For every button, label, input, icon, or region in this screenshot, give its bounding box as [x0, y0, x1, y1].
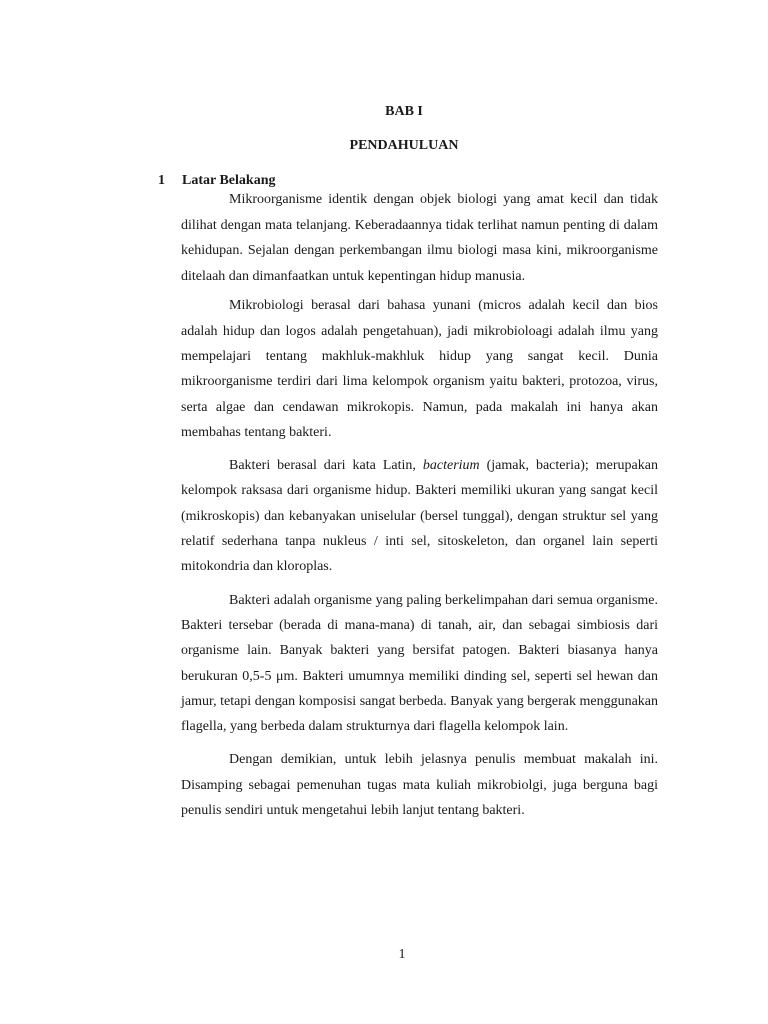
paragraph-text: (jamak, bacteria); merupakan kelompok raksasa dari organisme hidup. Bakteri memiliki ukuran yang sangat kecil (mikroskopis) dan kebanyakan uniselular (bersel tunggal), dengan struktur sel yang relatif sederhana tanpa nukleus / inti sel, sitoskeleton, dan organel lain seperti mitokondria dan kloroplas. — [181, 458, 658, 575]
chapter-number: BAB I — [385, 104, 423, 119]
italic-term: bacterium — [422, 458, 480, 474]
paragraph-text: Bakteri berasal dari kata Latin, — [229, 458, 423, 474]
paragraph — [181, 453, 658, 579]
paragraph: Mikroorganisme identik dengan objek biologi yang amat kecil dan tidak dilihat dengan mata telanjang. Keberadaannya tidak terlihat namun penting di dalam kehidupan. Sejalan dengan perkembangan ilmu biologi masa kini, mikroorganisme ditelaah dan dimanfaatkan untuk kepentingan hidup manusia. — [181, 192, 658, 284]
paragraph: Dengan demikian, untuk lebih jelasnya penulis membuat makalah ini. Disamping sebagai pemenuhan tugas mata kuliah mikrobiolgi, juga berguna bagi penulis sendiri untuk mengetahui lebih lanjut tentang bakteri. — [181, 752, 658, 819]
body-text — [181, 187, 658, 823]
paragraph: Bakteri adalah organisme yang paling berkelimpahan dari semua organisme. Bakteri tersebar (berada di mana-mana) di tanah, air, dan sebagai simbiosis dari organisme lain. Banyak bakteri yang bersifat patogen. Bakteri biasanya hanya berukuran 0,5-5 μm. Bakteri umumnya memiliki dinding sel, seperti sel hewan dan jamur, tetapi dengan komposisi sangat berbeda. Banyak yang bergerak menggunakan flagella, yang berbeda dalam strukturnya dari flagella kelompok lain. — [181, 592, 658, 735]
section-title: Latar Belakang — [182, 173, 276, 188]
page-number: 1 — [398, 947, 406, 962]
paragraph: Mikrobiologi berasal dari bahasa yunani (micros adalah kecil dan bios adalah hidup dan logos adalah pengetahuan), jadi mikrobioloagi adalah ilmu yang mempelajari tentang makhluk-makhluk hidup yang sangat kecil. Dunia mikroorganisme terdiri dari lima kelompok organism yaitu bakteri, protozoa, virus, serta algae dan cendawan mikrokopis. Namun, pada makalah ini hanya akan membahas tentang bakteri. — [181, 298, 658, 440]
section-number: 1 — [158, 173, 165, 188]
chapter-title: PENDAHULUAN — [349, 138, 459, 153]
